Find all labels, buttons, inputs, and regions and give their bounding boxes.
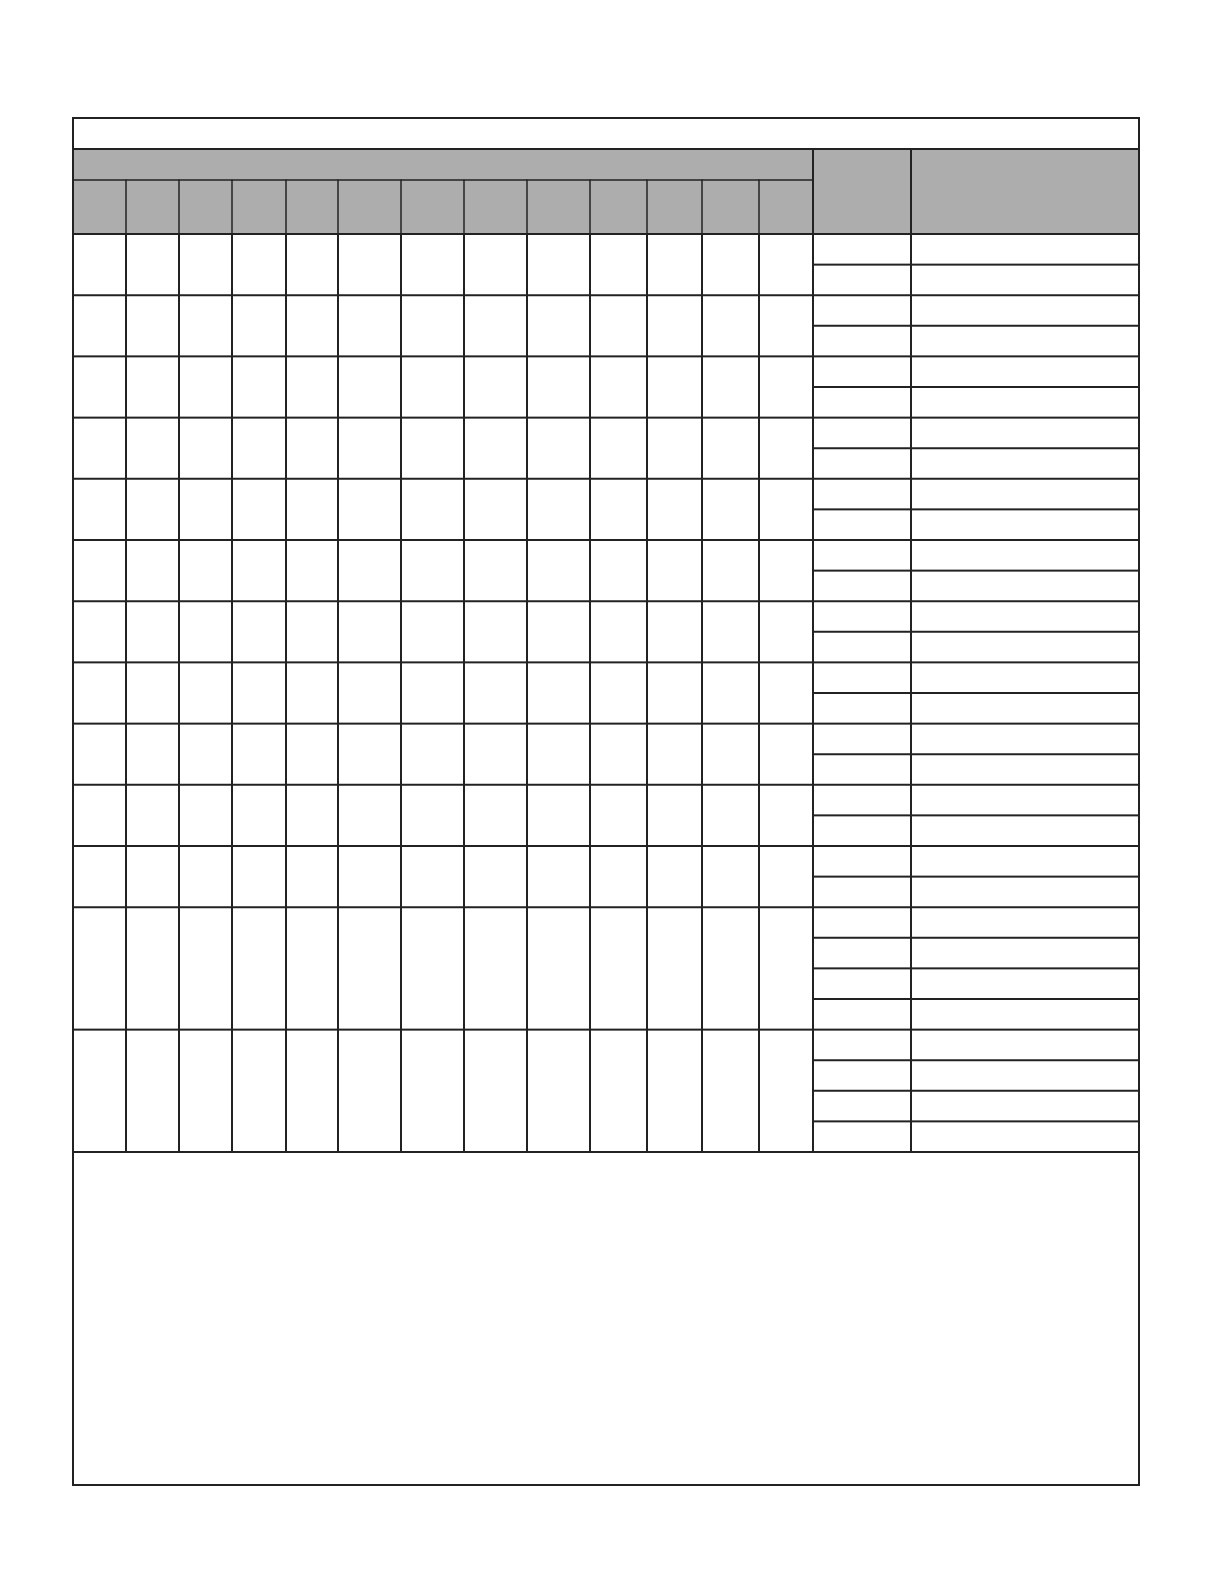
header-band xyxy=(73,149,1139,234)
